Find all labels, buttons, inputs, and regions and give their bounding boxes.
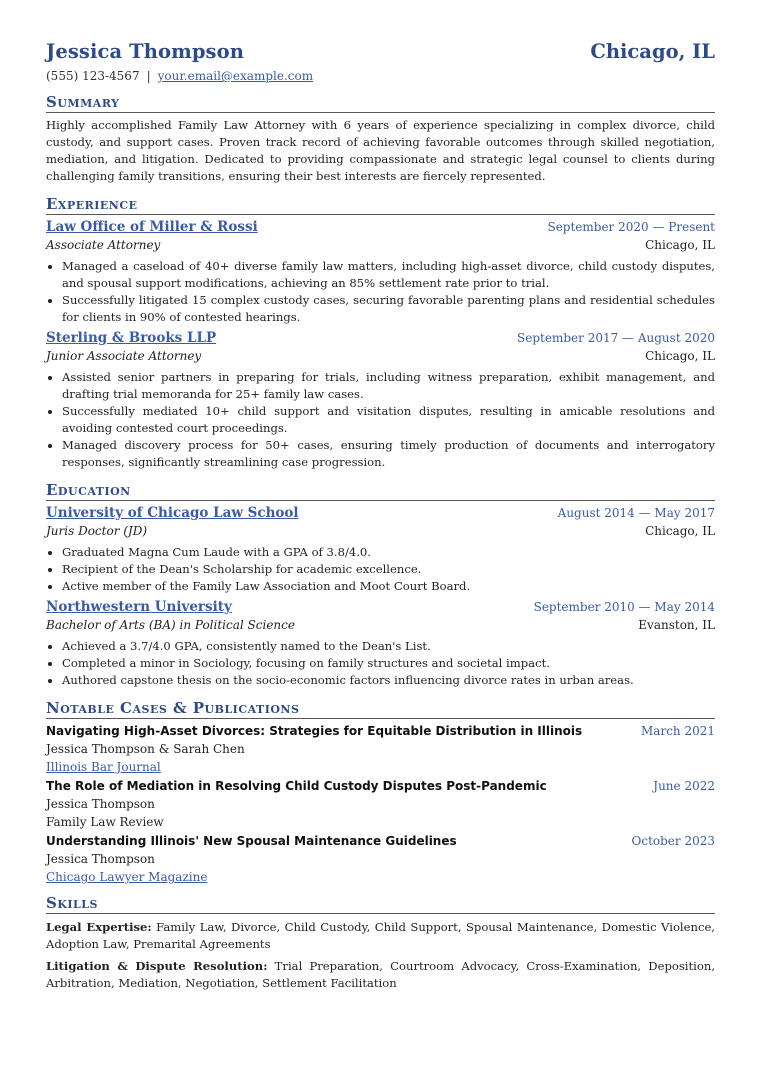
publication-venue: Family Law Review (46, 815, 164, 829)
resume-page (46, 40, 715, 992)
publication-entry (46, 779, 715, 829)
publication-title: Navigating High-Asset Divorces: Strategies for Equitable Distribution in Illinois (46, 724, 583, 738)
bullet-item: • Completed a minor in Sociology, focusing on family structures and societal impact. (62, 655, 715, 672)
publication-date: June 2022 (653, 779, 715, 793)
bullet-item: • Successfully mediated 10+ child support and visitation disputes, resulting in amicable resolutions and avoiding contested court proceedings. (62, 403, 715, 437)
candidate-name: Jessica Thompson (46, 40, 245, 63)
publication-venue-link[interactable]: Illinois Bar Journal (46, 760, 161, 774)
section-title-publications: Notable Cases & Publications (46, 699, 715, 719)
education-bullets (46, 544, 715, 595)
section-title-education: Education (46, 481, 715, 501)
job-location: Chicago, IL (645, 238, 715, 252)
publication-authors: Jessica Thompson (46, 797, 155, 811)
section-title-experience: Experience (46, 195, 715, 215)
skill-label: Litigation & Dispute Resolution: (46, 959, 268, 973)
education-bullets (46, 638, 715, 689)
job-title: Junior Associate Attorney (46, 349, 202, 363)
publication-date: October 2023 (631, 834, 715, 848)
education-entry (46, 505, 715, 595)
employer-link[interactable]: Sterling & Brooks LLP (46, 330, 217, 346)
publication-entry (46, 724, 715, 774)
degree: Juris Doctor (JD) (46, 524, 148, 538)
school-link[interactable]: University of Chicago Law School (46, 505, 299, 521)
skill-row (46, 958, 715, 992)
email-link[interactable]: your.email@example.com (157, 69, 314, 83)
publication-title: Understanding Illinois' New Spousal Maintenance Guidelines (46, 834, 457, 848)
experience-entry (46, 219, 715, 326)
bullet-item: • Authored capstone thesis on the socio-economic factors influencing divorce rates in urban areas. (62, 672, 715, 689)
experience-entry (46, 330, 715, 471)
bullet-item: • Successfully litigated 15 complex custody cases, securing favorable parenting plans and residential schedules for clients in 90% of contested hearings. (62, 292, 715, 326)
school-location: Evanston, IL (638, 618, 715, 632)
job-title: Associate Attorney (46, 238, 161, 252)
experience-section (46, 195, 715, 471)
education-entry (46, 599, 715, 689)
candidate-location: Chicago, IL (590, 40, 715, 63)
skill-label: Legal Expertise: (46, 920, 152, 934)
education-dates: August 2014 — May 2017 (557, 506, 715, 520)
section-title-skills: Skills (46, 894, 715, 914)
employer-link[interactable]: Law Office of Miller & Rossi (46, 219, 258, 235)
skill-value: Trial Preparation, Courtroom Advocacy, Cross-Examination, Deposition, Arbitration, Mediation, Negotiation, Settlement Facilitation (46, 959, 716, 990)
phone-number: (555) 123-4567 (46, 69, 140, 83)
skill-row (46, 919, 715, 953)
publication-authors: Jessica Thompson & Sarah Chen (46, 742, 245, 756)
employment-dates: September 2017 — August 2020 (517, 331, 715, 345)
publications-section (46, 699, 715, 884)
education-dates: September 2010 — May 2014 (533, 600, 715, 614)
experience-bullets (46, 369, 715, 471)
degree: Bachelor of Arts (BA) in Political Science (46, 618, 295, 632)
school-link[interactable]: Northwestern University (46, 599, 232, 615)
publication-date: March 2021 (641, 724, 715, 738)
school-location: Chicago, IL (645, 524, 715, 538)
publication-authors: Jessica Thompson (46, 852, 155, 866)
contact-separator: | (146, 69, 151, 83)
bullet-item: • Graduated Magna Cum Laude with a GPA of 3.8/4.0. (62, 544, 715, 561)
employment-dates: September 2020 — Present (547, 220, 715, 234)
publication-entry (46, 834, 715, 884)
bullet-item: • Assisted senior partners in preparing for trials, including witness preparation, exhibit management, and drafting trial memoranda for 25+ family law cases. (62, 369, 715, 403)
experience-bullets (46, 258, 715, 326)
skill-value: Family Law, Divorce, Child Custody, Child Support, Spousal Maintenance, Domestic Violence, Adoption Law, Premarital Agreements (46, 920, 715, 951)
bullet-item: • Recipient of the Dean's Scholarship for academic excellence. (62, 561, 715, 578)
skills-section (46, 894, 715, 992)
job-location: Chicago, IL (645, 349, 715, 363)
bullet-item: • Managed a caseload of 40+ diverse family law matters, including high-asset divorce, child custody disputes, and spousal support modifications, achieving an 85% settlement rate prior to trial. (62, 258, 715, 292)
bullet-item: • Managed discovery process for 50+ cases, ensuring timely production of documents and interrogatory responses, significantly streamlining case progression. (62, 437, 715, 471)
education-section (46, 481, 715, 689)
bullet-item: • Achieved a 3.7/4.0 GPA, consistently named to the Dean's List. (62, 638, 715, 655)
publication-title: The Role of Mediation in Resolving Child Custody Disputes Post-Pandemic (46, 779, 547, 793)
section-title-summary: Summary (46, 93, 715, 113)
contact-line (46, 69, 715, 83)
summary-section (46, 93, 715, 185)
publication-venue-link[interactable]: Chicago Lawyer Magazine (46, 870, 208, 884)
summary-text: Highly accomplished Family Law Attorney with 6 years of experience specializing in complex divorce, child custody, and support cases. Proven track record of achieving favorable outcomes through skilled negotiation, mediation, and litigation. Dedicated to providing compassionate and strategic legal counsel to clients during challenging family transitions, ensuring their best interests are fiercely represented. (46, 118, 715, 183)
bullet-item: • Active member of the Family Law Association and Moot Court Board. (62, 578, 715, 595)
resume-header (46, 40, 715, 63)
